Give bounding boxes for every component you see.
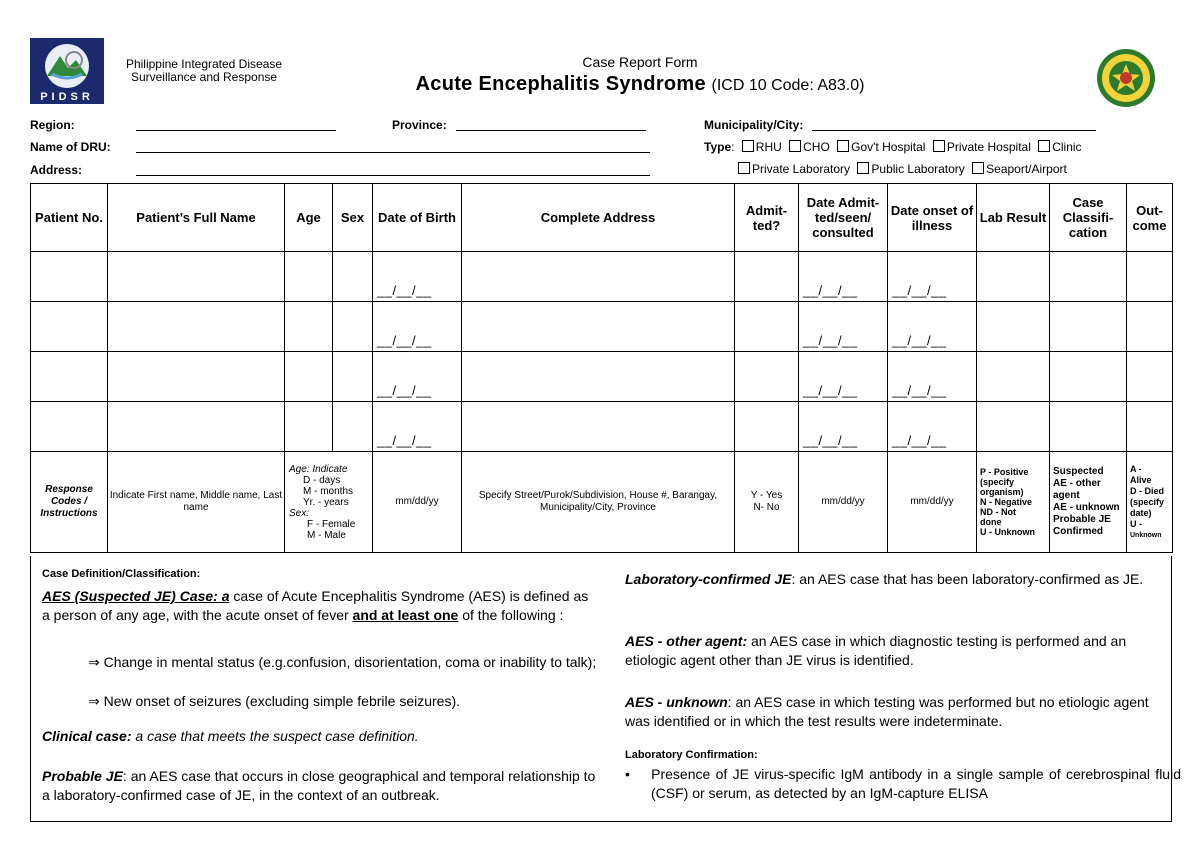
organization-name	[118, 58, 290, 84]
codes-dob: mm/dd/yy	[373, 452, 462, 553]
province-field[interactable]	[456, 118, 646, 131]
clinical-definition: Clinical case: a case that meets the suspect case definition.	[42, 728, 419, 744]
type-options-row1: Type: RHU CHO Gov't Hospital Private Hospital Clinic	[704, 140, 1082, 154]
probable-definition: Probable JE: an AES case that occurs in close geographical and temporal relationship to a laboratory-confirmed case of JE, in the context of an outbreak.	[42, 768, 596, 803]
cell-sex[interactable]	[333, 402, 373, 452]
checkbox[interactable]	[789, 140, 801, 152]
region-label: Region:	[30, 118, 75, 132]
cell-outcome[interactable]	[1127, 302, 1173, 352]
org-name-line1: Philippine Integrated Disease	[125, 57, 283, 71]
cell-patient-no[interactable]	[31, 402, 108, 452]
cell-date-onset[interactable]: __/__/__	[888, 302, 977, 352]
cell-dob[interactable]: __/__/__	[373, 402, 462, 452]
cell-classification[interactable]	[1050, 352, 1127, 402]
cell-date-onset[interactable]: __/__/__	[888, 402, 977, 452]
table-row	[31, 352, 1173, 402]
cell-address[interactable]	[462, 402, 735, 452]
logo-text: PIDSR	[40, 91, 94, 103]
form-title	[380, 73, 900, 96]
checkbox[interactable]	[972, 162, 984, 174]
type-option-clinic[interactable]: Clinic	[1034, 140, 1081, 154]
cell-lab-result[interactable]	[977, 352, 1050, 402]
codes-full-name: Indicate First name, Middle name, Last name	[108, 452, 285, 553]
cell-date-admitted[interactable]: __/__/__	[799, 302, 888, 352]
cell-patient-no[interactable]	[31, 352, 108, 402]
dru-field[interactable]	[136, 140, 650, 153]
org-name-line2: Surveillance and Response	[130, 70, 278, 84]
cell-outcome[interactable]	[1127, 402, 1173, 452]
doh-seal-icon	[1096, 48, 1156, 108]
cell-admitted[interactable]	[735, 252, 799, 302]
municipality-field[interactable]	[812, 118, 1096, 131]
cell-address[interactable]	[462, 352, 735, 402]
codes-outcome: A - Alive D - Died (specify date) U - Unknown	[1127, 452, 1173, 553]
form-type: Case Report Form	[582, 54, 698, 70]
cell-full-name[interactable]	[108, 302, 285, 352]
cell-outcome[interactable]	[1127, 352, 1173, 402]
province-label: Province:	[392, 118, 447, 132]
table-row	[31, 252, 1173, 302]
table-header-row	[31, 184, 1173, 252]
codes-address: Specify Street/Purok/Subdivision, House #, Barangay, Municipality/City, Province	[462, 452, 735, 553]
cell-admitted[interactable]	[735, 352, 799, 402]
unknown-definition: AES - unknown: an AES case in which testing was performed but no etiologic agent was identified or in which the test results were indeterminate.	[625, 694, 1149, 729]
cell-outcome[interactable]	[1127, 252, 1173, 302]
cell-sex[interactable]	[333, 352, 373, 402]
cell-lab-result[interactable]	[977, 402, 1050, 452]
codes-age-sex: Age: Indicate D - days M - months Yr. - years Sex: F - Female M - Male	[285, 452, 373, 553]
aes-term: AES (Suspected JE) Case: a	[42, 588, 230, 604]
aes-bullet-2: ⇒ New onset of seizures (excluding simple febrile seizures).	[88, 693, 460, 709]
cell-dob[interactable]: __/__/__	[373, 352, 462, 402]
dru-label: Name of DRU:	[30, 140, 111, 154]
aes-definition: AES (Suspected JE) Case: a case of Acute Encephalitis Syndrome (AES) is defined as a person of any age, with the acute onset of fever and at least one of the following :	[42, 588, 589, 623]
cell-age[interactable]	[285, 352, 333, 402]
cell-dob[interactable]: __/__/__	[373, 252, 462, 302]
type-option-govt-hospital[interactable]: Gov't Hospital	[833, 140, 925, 154]
cell-age[interactable]	[285, 302, 333, 352]
header-admitted: Admit-ted?	[735, 184, 799, 252]
cell-classification[interactable]	[1050, 302, 1127, 352]
header-date-onset: Date onset of illness	[888, 184, 977, 252]
cell-age[interactable]	[285, 402, 333, 452]
cell-admitted[interactable]	[735, 302, 799, 352]
cell-full-name[interactable]	[108, 402, 285, 452]
codes-date-admitted: mm/dd/yy	[799, 452, 888, 553]
header-lab-result: Lab Result	[977, 184, 1050, 252]
table-row	[31, 302, 1173, 352]
header-sex: Sex	[333, 184, 373, 252]
codes-label: Response Codes / Instructions	[31, 452, 108, 553]
cell-lab-result[interactable]	[977, 252, 1050, 302]
checkbox[interactable]	[933, 140, 945, 152]
type-label: Type	[704, 140, 732, 154]
type-options-row2	[734, 162, 1067, 176]
type-option-cho[interactable]: CHO	[785, 140, 830, 154]
checkbox[interactable]	[837, 140, 849, 152]
type-option-private-hospital[interactable]: Private Hospital	[929, 140, 1031, 154]
cell-lab-result[interactable]	[977, 302, 1050, 352]
response-codes-row	[31, 452, 1173, 553]
lab-confirmation-heading: Laboratory Confirmation:	[625, 749, 758, 761]
table-row	[31, 402, 1173, 452]
cell-patient-no[interactable]	[31, 252, 108, 302]
municipality-label: Municipality/City:	[704, 118, 804, 132]
cell-sex[interactable]	[333, 252, 373, 302]
header-age: Age	[285, 184, 333, 252]
cell-age[interactable]	[285, 252, 333, 302]
codes-classification: Suspected AE - other agent AE - unknown Probable JE Confirmed	[1050, 452, 1127, 553]
address-field[interactable]	[136, 163, 650, 176]
cell-admitted[interactable]	[735, 402, 799, 452]
labconf-definition: Laboratory-confirmed JE: an AES case that has been laboratory-confirmed as JE.	[625, 571, 1144, 587]
cell-date-admitted[interactable]: __/__/__	[799, 352, 888, 402]
codes-lab-result: P - Positive (specify organism) N - Negative ND - Not done U - Unknown	[977, 452, 1050, 553]
header-outcome: Out-come	[1127, 184, 1173, 252]
cell-full-name[interactable]	[108, 352, 285, 402]
other-agent-definition: AES - other agent: an AES case in which diagnostic testing is performed and an etiologic agent other than JE virus is identified.	[625, 633, 1127, 668]
cell-patient-no[interactable]	[31, 302, 108, 352]
cell-address[interactable]	[462, 252, 735, 302]
type-option-public-lab[interactable]: Public Laboratory	[853, 162, 964, 176]
checkbox[interactable]	[1038, 140, 1050, 152]
cell-sex[interactable]	[333, 302, 373, 352]
checkbox[interactable]	[738, 162, 750, 174]
cell-date-admitted[interactable]: __/__/__	[799, 402, 888, 452]
cell-date-onset[interactable]: __/__/__	[888, 252, 977, 302]
codes-date-onset: mm/dd/yy	[888, 452, 977, 553]
case-table	[30, 183, 1173, 553]
header-address: Complete Address	[462, 184, 735, 252]
header-patient-no: Patient No.	[31, 184, 108, 252]
cell-address[interactable]	[462, 302, 735, 352]
header-full-name: Patient’s Full Name	[108, 184, 285, 252]
aes-bullet-1: ⇒ Change in mental status (e.g.confusion, disorientation, coma or inability to talk);	[88, 654, 597, 670]
cell-full-name[interactable]	[108, 252, 285, 302]
form-title-main: Acute Encephalitis Syndrome	[415, 73, 706, 95]
type-option-rhu[interactable]: RHU	[738, 140, 782, 154]
checkbox[interactable]	[742, 140, 754, 152]
lab-confirmation-bullet: • Presence of JE virus-specific IgM antibody in a single sample of cerebrospinal fluid (CSF) or serum, as detected by an IgM-capture ELISA	[625, 766, 1181, 801]
codes-admitted: Y - Yes N- No	[735, 452, 799, 553]
header-classification: Case Classifi-cation	[1050, 184, 1127, 252]
header-dob: Date of Birth	[373, 184, 462, 252]
cell-dob[interactable]: __/__/__	[373, 302, 462, 352]
icd-code: (ICD 10 Code: A83.0)	[711, 77, 865, 94]
checkbox[interactable]	[857, 162, 869, 174]
type-option-private-lab[interactable]: Private Laboratory	[734, 162, 850, 176]
definitions-heading: Case Definition/Classification:	[42, 568, 201, 580]
cell-classification[interactable]	[1050, 252, 1127, 302]
region-field[interactable]	[136, 118, 336, 131]
cell-classification[interactable]	[1050, 402, 1127, 452]
cell-date-onset[interactable]: __/__/__	[888, 352, 977, 402]
address-label: Address:	[30, 163, 83, 177]
type-option-seaport[interactable]: Seaport/Airport	[968, 162, 1067, 176]
pidsr-logo	[30, 38, 104, 104]
header-date-admitted: Date Admit-ted/seen/ consulted	[799, 184, 888, 252]
cell-date-admitted[interactable]: __/__/__	[799, 252, 888, 302]
